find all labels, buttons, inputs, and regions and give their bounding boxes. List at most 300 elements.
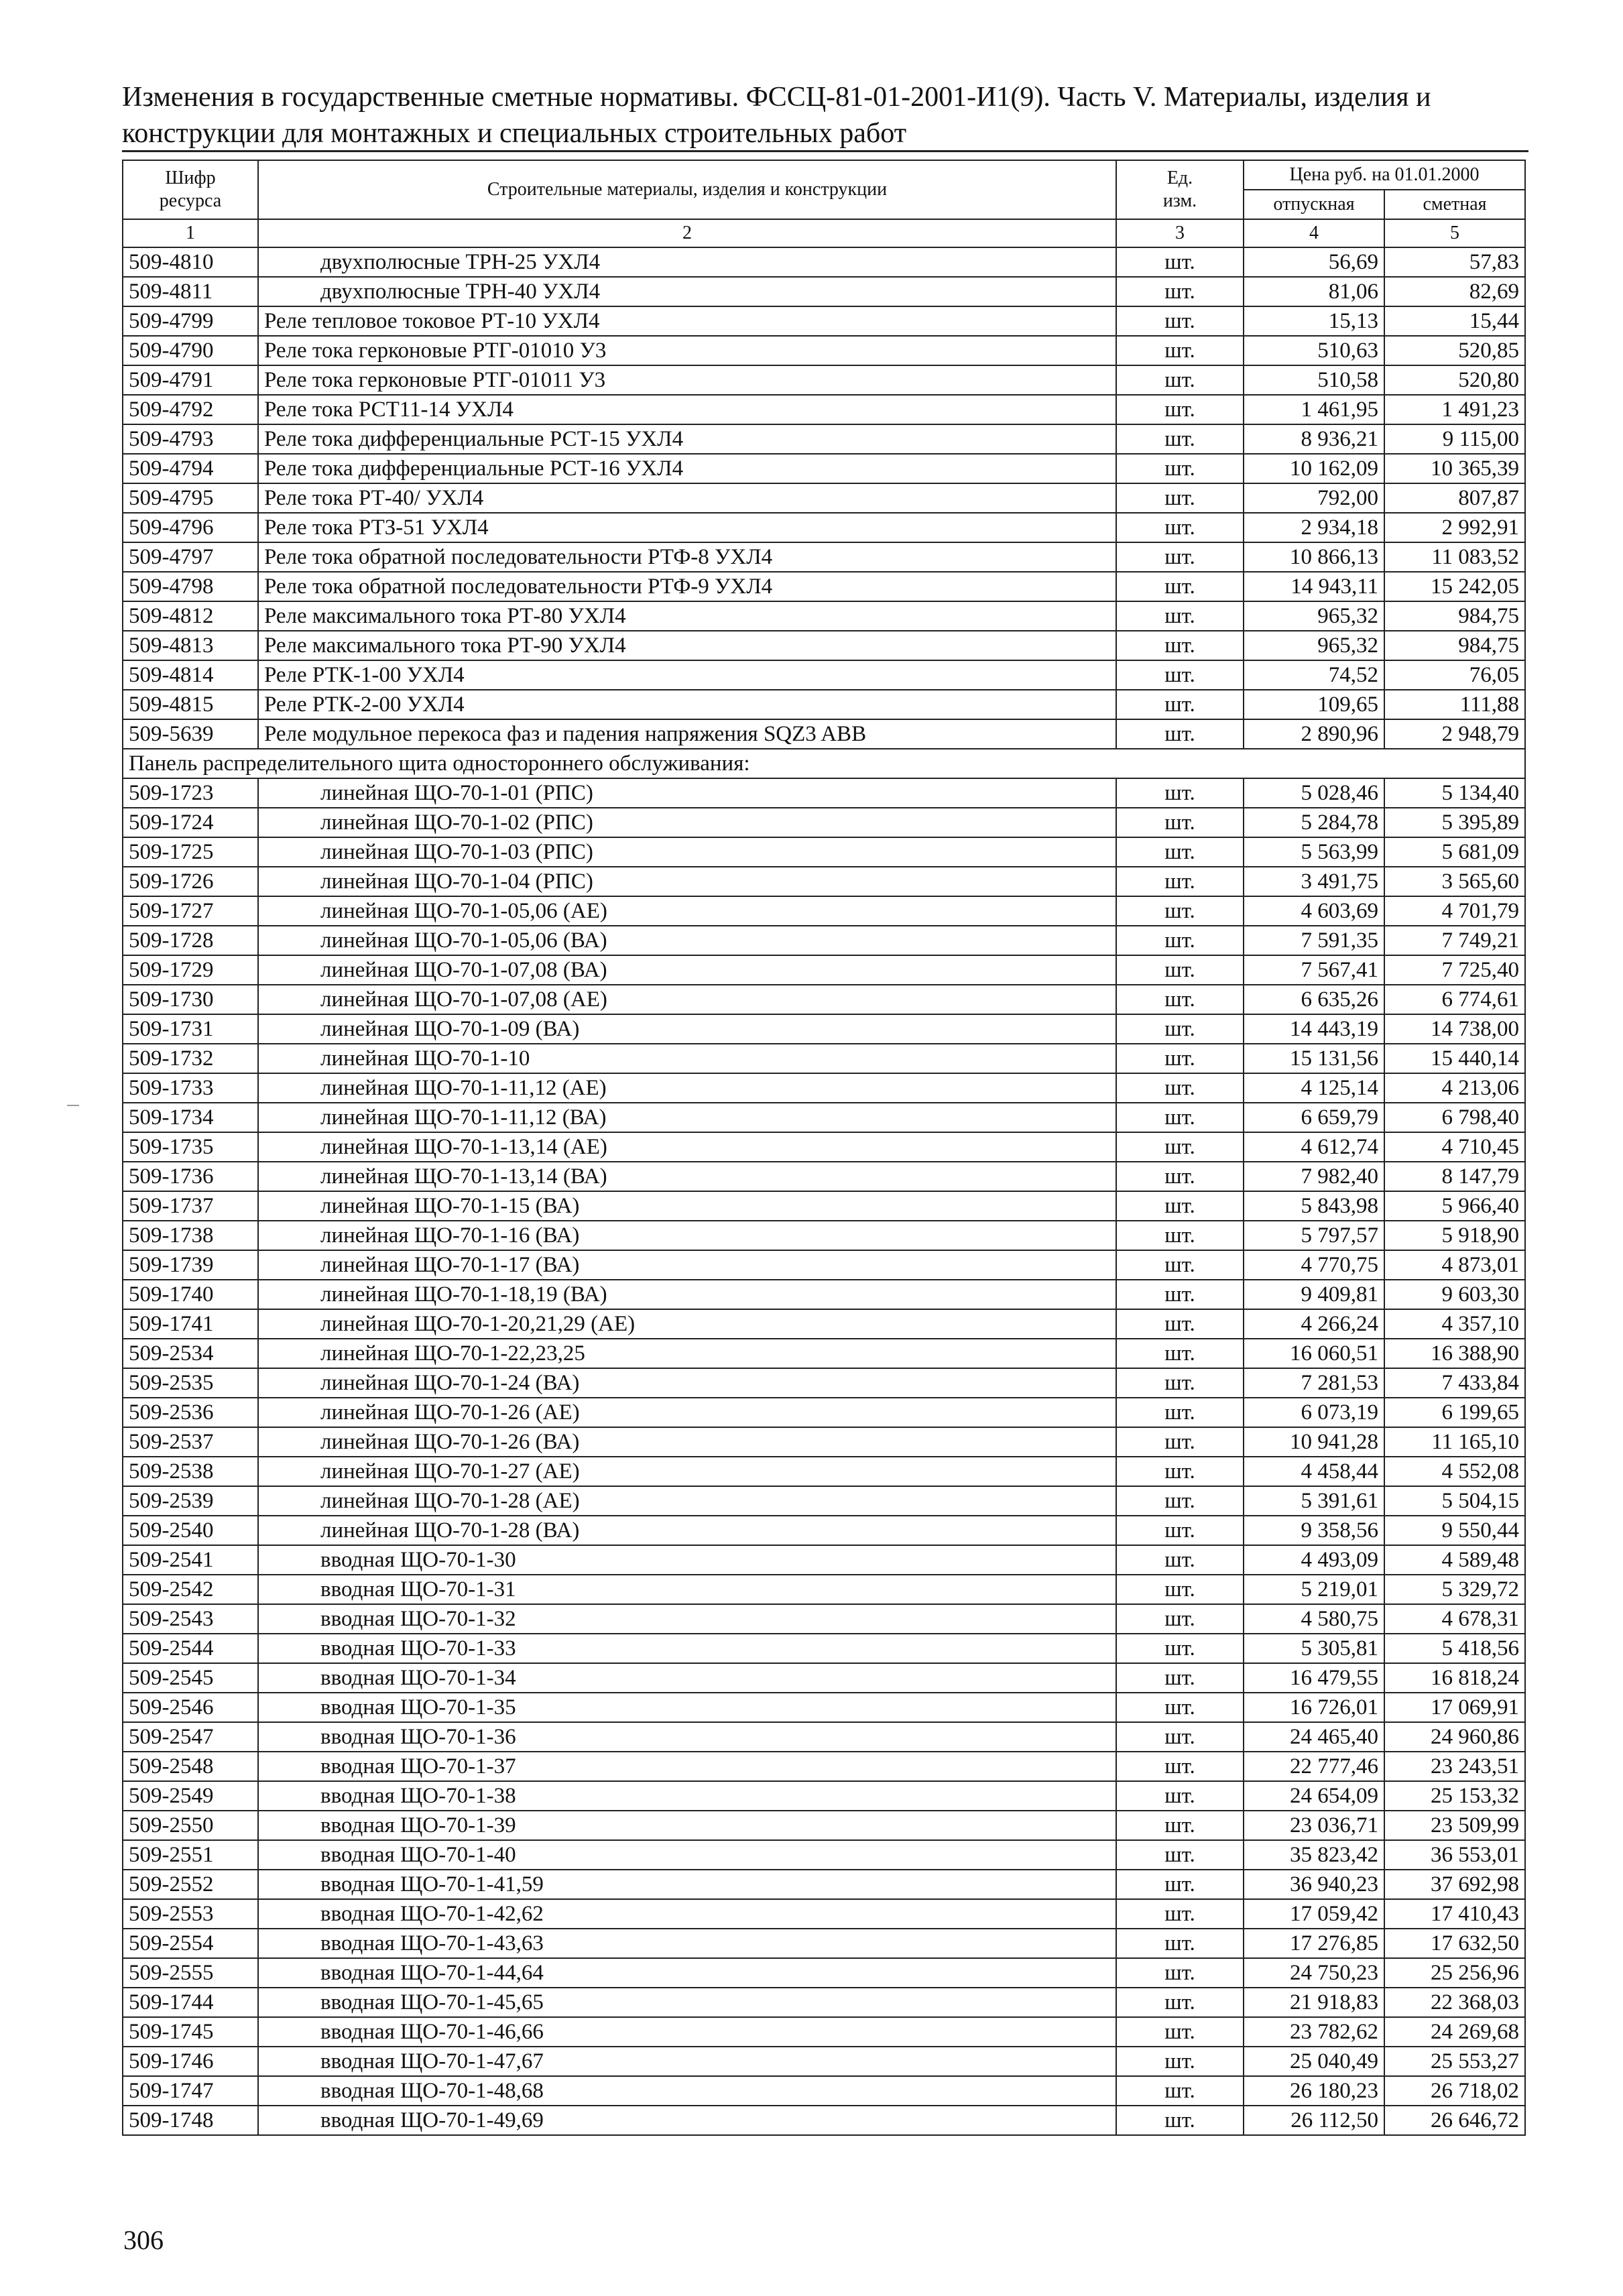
estimate-price-cell: 2 948,79 (1384, 719, 1525, 749)
table-row (123, 1752, 1525, 1781)
resource-code-cell: 509-2541 (123, 1545, 258, 1575)
table-row (123, 1457, 1525, 1486)
material-name-cell: Реле РТК-1-00 УХЛ4 (258, 660, 1116, 690)
resource-code-cell: 509-1741 (123, 1309, 258, 1339)
resource-code-cell: 509-1723 (123, 778, 258, 808)
resource-code-cell: 509-1748 (123, 2106, 258, 2135)
estimate-price-cell: 9 603,30 (1384, 1280, 1525, 1309)
material-name-cell: линейная ЩО-70-1-10 (258, 1044, 1116, 1073)
table-row (123, 1486, 1525, 1516)
resource-code-cell: 509-2547 (123, 1722, 258, 1752)
table-row (123, 601, 1525, 631)
estimate-price-cell: 26 718,02 (1384, 2076, 1525, 2106)
estimate-price-cell: 9 550,44 (1384, 1516, 1525, 1545)
release-price-cell: 15,13 (1244, 306, 1384, 336)
table-row (123, 808, 1525, 837)
table-row (123, 1250, 1525, 1280)
estimate-price-cell: 4 710,45 (1384, 1132, 1525, 1162)
release-price-cell: 4 125,14 (1244, 1073, 1384, 1103)
estimate-price-cell: 36 553,01 (1384, 1840, 1525, 1870)
release-price-cell: 9 409,81 (1244, 1280, 1384, 1309)
table-row (123, 365, 1525, 395)
table-row (123, 1781, 1525, 1811)
estimate-price-cell: 23 509,99 (1384, 1811, 1525, 1840)
estimate-price-cell: 4 701,79 (1384, 896, 1525, 926)
estimate-price-cell: 4 552,08 (1384, 1457, 1525, 1486)
release-price-cell: 4 458,44 (1244, 1457, 1384, 1486)
material-name-cell: Реле тока РТЗ-51 УХЛ4 (258, 513, 1116, 542)
material-name-cell: вводная ЩО-70-1-36 (258, 1722, 1116, 1752)
estimate-price-cell: 984,75 (1384, 601, 1525, 631)
estimate-price-cell: 15,44 (1384, 306, 1525, 336)
estimate-price-cell: 17 410,43 (1384, 1899, 1525, 1929)
header-unit-line-2: изм. (1162, 190, 1197, 211)
unit-cell: шт. (1116, 1339, 1244, 1368)
release-price-cell: 5 797,57 (1244, 1221, 1384, 1250)
material-name-cell: линейная ЩО-70-1-09 (ВА) (258, 1014, 1116, 1044)
table-row (123, 1044, 1525, 1073)
unit-cell: шт. (1116, 808, 1244, 837)
release-price-cell: 510,63 (1244, 336, 1384, 365)
resource-code-cell: 509-4810 (123, 247, 258, 277)
release-price-cell: 5 305,81 (1244, 1634, 1384, 1663)
estimate-price-cell: 984,75 (1384, 631, 1525, 660)
column-number-1: 1 (123, 219, 258, 247)
resource-code-cell: 509-4792 (123, 395, 258, 424)
estimate-price-cell: 4 213,06 (1384, 1073, 1525, 1103)
unit-cell: шт. (1116, 424, 1244, 454)
resource-code-cell: 509-2543 (123, 1604, 258, 1634)
resource-code-cell: 509-1734 (123, 1103, 258, 1132)
estimate-price-cell: 520,85 (1384, 336, 1525, 365)
unit-cell: шт. (1116, 837, 1244, 867)
header-name: Строительные материалы, изделия и конструкции (258, 160, 1116, 219)
release-price-cell: 26 112,50 (1244, 2106, 1384, 2135)
unit-cell: шт. (1116, 247, 1244, 277)
unit-cell: шт. (1116, 454, 1244, 483)
material-name-cell: линейная ЩО-70-1-05,06 (АЕ) (258, 896, 1116, 926)
unit-cell: шт. (1116, 1044, 1244, 1073)
table-row (123, 1427, 1525, 1457)
release-price-cell: 56,69 (1244, 247, 1384, 277)
material-name-cell: вводная ЩО-70-1-37 (258, 1752, 1116, 1781)
column-number-4: 4 (1244, 219, 1384, 247)
section-row (123, 749, 1525, 778)
unit-cell: шт. (1116, 867, 1244, 896)
material-name-cell: вводная ЩО-70-1-46,66 (258, 2017, 1116, 2047)
price-table (122, 160, 1526, 2136)
table-row (123, 454, 1525, 483)
table-row (123, 572, 1525, 601)
estimate-price-cell: 7 749,21 (1384, 926, 1525, 955)
resource-code-cell: 509-4811 (123, 277, 258, 306)
unit-cell: шт. (1116, 1014, 1244, 1044)
unit-cell: шт. (1116, 1280, 1244, 1309)
resource-code-cell: 509-1738 (123, 1221, 258, 1250)
estimate-price-cell: 15 242,05 (1384, 572, 1525, 601)
resource-code-cell: 509-2539 (123, 1486, 258, 1516)
table-row (123, 1840, 1525, 1870)
release-price-cell: 4 580,75 (1244, 1604, 1384, 1634)
unit-cell: шт. (1116, 1752, 1244, 1781)
header-code-line-1: Шифр (165, 168, 216, 188)
estimate-price-cell: 37 692,98 (1384, 1870, 1525, 1899)
estimate-price-cell: 82,69 (1384, 277, 1525, 306)
resource-code-cell: 509-1737 (123, 1191, 258, 1221)
estimate-price-cell: 16 818,24 (1384, 1663, 1525, 1693)
header-code-line-2: ресурса (159, 190, 222, 211)
table-row (123, 1073, 1525, 1103)
estimate-price-cell: 5 418,56 (1384, 1634, 1525, 1663)
material-name-cell: вводная ЩО-70-1-39 (258, 1811, 1116, 1840)
estimate-price-cell: 76,05 (1384, 660, 1525, 690)
unit-cell: шт. (1116, 660, 1244, 690)
resource-code-cell: 509-1728 (123, 926, 258, 955)
release-price-cell: 6 073,19 (1244, 1398, 1384, 1427)
estimate-price-cell: 5 134,40 (1384, 778, 1525, 808)
estimate-price-cell: 25 153,32 (1384, 1781, 1525, 1811)
unit-cell: шт. (1116, 1870, 1244, 1899)
material-name-cell: вводная ЩО-70-1-41,59 (258, 1870, 1116, 1899)
table-row (123, 1929, 1525, 1958)
material-name-cell: линейная ЩО-70-1-26 (АЕ) (258, 1398, 1116, 1427)
estimate-price-cell: 5 918,90 (1384, 1221, 1525, 1250)
table-row (123, 1575, 1525, 1604)
table-row (123, 778, 1525, 808)
unit-cell: шт. (1116, 1811, 1244, 1840)
table-row (123, 513, 1525, 542)
material-name-cell: линейная ЩО-70-1-16 (ВА) (258, 1221, 1116, 1250)
material-name-cell: линейная ЩО-70-1-07,08 (АЕ) (258, 985, 1116, 1014)
release-price-cell: 6 635,26 (1244, 985, 1384, 1014)
unit-cell: шт. (1116, 1250, 1244, 1280)
material-name-cell: Реле тока РТ-40/ УХЛ4 (258, 483, 1116, 513)
resource-code-cell: 509-5639 (123, 719, 258, 749)
material-name-cell: линейная ЩО-70-1-24 (ВА) (258, 1368, 1116, 1398)
estimate-price-cell: 5 504,15 (1384, 1486, 1525, 1516)
release-price-cell: 24 750,23 (1244, 1958, 1384, 1988)
table-row (123, 1221, 1525, 1250)
resource-code-cell: 509-2555 (123, 1958, 258, 1988)
table-row (123, 247, 1525, 277)
table-row (123, 1309, 1525, 1339)
unit-cell: шт. (1116, 1663, 1244, 1693)
resource-code-cell: 509-2548 (123, 1752, 258, 1781)
release-price-cell: 17 059,42 (1244, 1899, 1384, 1929)
column-number-5: 5 (1384, 219, 1525, 247)
estimate-price-cell: 4 357,10 (1384, 1309, 1525, 1339)
unit-cell: шт. (1116, 277, 1244, 306)
release-price-cell: 4 493,09 (1244, 1545, 1384, 1575)
header-unit (1116, 160, 1244, 219)
estimate-price-cell: 5 395,89 (1384, 808, 1525, 837)
table-row (123, 896, 1525, 926)
material-name-cell: вводная ЩО-70-1-35 (258, 1693, 1116, 1722)
unit-cell: шт. (1116, 1516, 1244, 1545)
table-row (123, 2047, 1525, 2076)
scan-mark (67, 1105, 79, 1106)
table-row (123, 631, 1525, 660)
release-price-cell: 10 866,13 (1244, 542, 1384, 572)
resource-code-cell: 509-4797 (123, 542, 258, 572)
estimate-price-cell: 25 553,27 (1384, 2047, 1525, 2076)
material-name-cell: Реле тепловое токовое РТ-10 УХЛ4 (258, 306, 1116, 336)
table-row (123, 660, 1525, 690)
release-price-cell: 1 461,95 (1244, 395, 1384, 424)
header-title-line-2: конструкции для монтажных и специальных строительных работ (122, 118, 907, 149)
estimate-price-cell: 9 115,00 (1384, 424, 1525, 454)
material-name-cell: Реле тока дифференциальные РСТ-15 УХЛ4 (258, 424, 1116, 454)
material-name-cell: двухполюсные ТРН-40 УХЛ4 (258, 277, 1116, 306)
unit-cell: шт. (1116, 1191, 1244, 1221)
material-name-cell: линейная ЩО-70-1-13,14 (ВА) (258, 1162, 1116, 1191)
page-number: 306 (123, 2225, 164, 2255)
release-price-cell: 4 266,24 (1244, 1309, 1384, 1339)
material-name-cell: вводная ЩО-70-1-44,64 (258, 1958, 1116, 1988)
material-name-cell: вводная ЩО-70-1-49,69 (258, 2106, 1116, 2135)
estimate-price-cell: 24 960,86 (1384, 1722, 1525, 1752)
estimate-price-cell: 6 199,65 (1384, 1398, 1525, 1427)
resource-code-cell: 509-2537 (123, 1427, 258, 1457)
release-price-cell: 24 654,09 (1244, 1781, 1384, 1811)
material-name-cell: Реле тока дифференциальные РСТ-16 УХЛ4 (258, 454, 1116, 483)
resource-code-cell: 509-1731 (123, 1014, 258, 1044)
table-row (123, 1811, 1525, 1840)
resource-code-cell: 509-1735 (123, 1132, 258, 1162)
material-name-cell: линейная ЩО-70-1-03 (РПС) (258, 837, 1116, 867)
unit-cell: шт. (1116, 631, 1244, 660)
unit-cell: шт. (1116, 926, 1244, 955)
material-name-cell: линейная ЩО-70-1-04 (РПС) (258, 867, 1116, 896)
release-price-cell: 26 180,23 (1244, 2076, 1384, 2106)
resource-code-cell: 509-2553 (123, 1899, 258, 1929)
resource-code-cell: 509-2536 (123, 1398, 258, 1427)
release-price-cell: 965,32 (1244, 601, 1384, 631)
column-number-3: 3 (1116, 219, 1244, 247)
estimate-price-cell: 10 365,39 (1384, 454, 1525, 483)
estimate-price-cell: 7 433,84 (1384, 1368, 1525, 1398)
unit-cell: шт. (1116, 483, 1244, 513)
resource-code-cell: 509-4794 (123, 454, 258, 483)
estimate-price-cell: 4 873,01 (1384, 1250, 1525, 1280)
table-row (123, 690, 1525, 719)
estimate-price-cell: 11 165,10 (1384, 1427, 1525, 1457)
estimate-price-cell: 4 678,31 (1384, 1604, 1525, 1634)
table-row (123, 2076, 1525, 2106)
estimate-price-cell: 17 069,91 (1384, 1693, 1525, 1722)
resource-code-cell: 509-4814 (123, 660, 258, 690)
unit-cell: шт. (1116, 1988, 1244, 2017)
table-row (123, 1604, 1525, 1634)
table-row (123, 1634, 1525, 1663)
release-price-cell: 14 443,19 (1244, 1014, 1384, 1044)
table-row (123, 867, 1525, 896)
unit-cell: шт. (1116, 1103, 1244, 1132)
resource-code-cell: 509-4791 (123, 365, 258, 395)
unit-cell: шт. (1116, 1162, 1244, 1191)
unit-cell: шт. (1116, 1604, 1244, 1634)
resource-code-cell: 509-4796 (123, 513, 258, 542)
resource-code-cell: 509-4813 (123, 631, 258, 660)
unit-cell: шт. (1116, 985, 1244, 1014)
release-price-cell: 35 823,42 (1244, 1840, 1384, 1870)
resource-code-cell: 509-2550 (123, 1811, 258, 1840)
material-name-cell: вводная ЩО-70-1-30 (258, 1545, 1116, 1575)
estimate-price-cell: 24 269,68 (1384, 2017, 1525, 2047)
unit-cell: шт. (1116, 1427, 1244, 1457)
material-name-cell: линейная ЩО-70-1-26 (ВА) (258, 1427, 1116, 1457)
release-price-cell: 22 777,46 (1244, 1752, 1384, 1781)
estimate-price-cell: 5 966,40 (1384, 1191, 1525, 1221)
material-name-cell: линейная ЩО-70-1-28 (ВА) (258, 1516, 1116, 1545)
material-name-cell: вводная ЩО-70-1-34 (258, 1663, 1116, 1693)
table-row (123, 1162, 1525, 1191)
header-price-release: отпускная (1244, 190, 1384, 219)
material-name-cell: вводная ЩО-70-1-47,67 (258, 2047, 1116, 2076)
document-header (122, 79, 1530, 152)
unit-cell: шт. (1116, 306, 1244, 336)
table-row (123, 1722, 1525, 1752)
unit-cell: шт. (1116, 719, 1244, 749)
estimate-price-cell: 15 440,14 (1384, 1044, 1525, 1073)
unit-cell: шт. (1116, 365, 1244, 395)
unit-cell: шт. (1116, 1899, 1244, 1929)
estimate-price-cell: 111,88 (1384, 690, 1525, 719)
material-name-cell: Реле тока герконовые РТГ-01011 У3 (258, 365, 1116, 395)
resource-code-cell: 509-4815 (123, 690, 258, 719)
material-name-cell: вводная ЩО-70-1-42,62 (258, 1899, 1116, 1929)
table-row (123, 837, 1525, 867)
material-name-cell: вводная ЩО-70-1-32 (258, 1604, 1116, 1634)
unit-cell: шт. (1116, 1545, 1244, 1575)
material-name-cell: Реле модульное перекоса фаз и падения напряжения SQZ3 ABB (258, 719, 1116, 749)
table-row (123, 1132, 1525, 1162)
resource-code-cell: 509-1747 (123, 2076, 258, 2106)
estimate-price-cell: 6 798,40 (1384, 1103, 1525, 1132)
release-price-cell: 7 567,41 (1244, 955, 1384, 985)
estimate-price-cell: 22 368,03 (1384, 1988, 1525, 2017)
unit-cell: шт. (1116, 542, 1244, 572)
material-name-cell: Реле максимального тока РТ-80 УХЛ4 (258, 601, 1116, 631)
resource-code-cell: 509-1727 (123, 896, 258, 926)
resource-code-cell: 509-4798 (123, 572, 258, 601)
resource-code-cell: 509-1745 (123, 2017, 258, 2047)
section-title: Панель распределительного щита одностороннего обслуживания: (123, 749, 1525, 778)
resource-code-cell: 509-4799 (123, 306, 258, 336)
unit-cell: шт. (1116, 1693, 1244, 1722)
unit-cell: шт. (1116, 1929, 1244, 1958)
release-price-cell: 5 028,46 (1244, 778, 1384, 808)
table-body (123, 247, 1525, 2135)
table-row (123, 542, 1525, 572)
release-price-cell: 7 591,35 (1244, 926, 1384, 955)
release-price-cell: 5 391,61 (1244, 1486, 1384, 1516)
estimate-price-cell: 5 681,09 (1384, 837, 1525, 867)
release-price-cell: 5 563,99 (1244, 837, 1384, 867)
resource-code-cell: 509-2554 (123, 1929, 258, 1958)
material-name-cell: вводная ЩО-70-1-38 (258, 1781, 1116, 1811)
estimate-price-cell: 6 774,61 (1384, 985, 1525, 1014)
resource-code-cell: 509-1733 (123, 1073, 258, 1103)
header-unit-line-1: Ед. (1166, 168, 1193, 188)
release-price-cell: 23 036,71 (1244, 1811, 1384, 1840)
estimate-price-cell: 23 243,51 (1384, 1752, 1525, 1781)
estimate-price-cell: 16 388,90 (1384, 1339, 1525, 1368)
resource-code-cell: 509-2538 (123, 1457, 258, 1486)
release-price-cell: 16 726,01 (1244, 1693, 1384, 1722)
estimate-price-cell: 2 992,91 (1384, 513, 1525, 542)
table-row (123, 1339, 1525, 1368)
table-row (123, 1398, 1525, 1427)
material-name-cell: Реле тока обратной последовательности РТФ-9 УХЛ4 (258, 572, 1116, 601)
unit-cell: шт. (1116, 2047, 1244, 2076)
release-price-cell: 36 940,23 (1244, 1870, 1384, 1899)
material-name-cell: вводная ЩО-70-1-45,65 (258, 1988, 1116, 2017)
table-row (123, 1368, 1525, 1398)
release-price-cell: 3 491,75 (1244, 867, 1384, 896)
header-price-estimate: сметная (1384, 190, 1525, 219)
estimate-price-cell: 4 589,48 (1384, 1545, 1525, 1575)
resource-code-cell: 509-4790 (123, 336, 258, 365)
unit-cell: шт. (1116, 1634, 1244, 1663)
material-name-cell: Реле максимального тока РТ-90 УХЛ4 (258, 631, 1116, 660)
material-name-cell: вводная ЩО-70-1-43,63 (258, 1929, 1116, 1958)
material-name-cell: линейная ЩО-70-1-11,12 (ВА) (258, 1103, 1116, 1132)
unit-cell: шт. (1116, 513, 1244, 542)
table-row (123, 1988, 1525, 2017)
resource-code-cell: 509-1729 (123, 955, 258, 985)
release-price-cell: 4 770,75 (1244, 1250, 1384, 1280)
estimate-price-cell: 25 256,96 (1384, 1958, 1525, 1988)
material-name-cell: Реле РТК-2-00 УХЛ4 (258, 690, 1116, 719)
unit-cell: шт. (1116, 955, 1244, 985)
release-price-cell: 15 131,56 (1244, 1044, 1384, 1073)
unit-cell: шт. (1116, 1457, 1244, 1486)
unit-cell: шт. (1116, 1781, 1244, 1811)
resource-code-cell: 509-2540 (123, 1516, 258, 1545)
header-code (123, 160, 258, 219)
resource-code-cell: 509-4795 (123, 483, 258, 513)
material-name-cell: вводная ЩО-70-1-40 (258, 1840, 1116, 1870)
release-price-cell: 10 162,09 (1244, 454, 1384, 483)
resource-code-cell: 509-2545 (123, 1663, 258, 1693)
resource-code-cell: 509-1730 (123, 985, 258, 1014)
release-price-cell: 21 918,83 (1244, 1988, 1384, 2017)
estimate-price-cell: 3 565,60 (1384, 867, 1525, 896)
unit-cell: шт. (1116, 896, 1244, 926)
table-row (123, 1191, 1525, 1221)
release-price-cell: 965,32 (1244, 631, 1384, 660)
release-price-cell: 17 276,85 (1244, 1929, 1384, 1958)
material-name-cell: Реле тока герконовые РТГ-01010 У3 (258, 336, 1116, 365)
estimate-price-cell: 5 329,72 (1384, 1575, 1525, 1604)
resource-code-cell: 509-1724 (123, 808, 258, 837)
estimate-price-cell: 14 738,00 (1384, 1014, 1525, 1044)
unit-cell: шт. (1116, 1309, 1244, 1339)
estimate-price-cell: 17 632,50 (1384, 1929, 1525, 1958)
resource-code-cell: 509-2552 (123, 1870, 258, 1899)
unit-cell: шт. (1116, 1486, 1244, 1516)
unit-cell: шт. (1116, 2017, 1244, 2047)
table-row (123, 1516, 1525, 1545)
resource-code-cell: 509-1744 (123, 1988, 258, 2017)
unit-cell: шт. (1116, 1722, 1244, 1752)
table-row (123, 955, 1525, 985)
unit-cell: шт. (1116, 336, 1244, 365)
material-name-cell: линейная ЩО-70-1-11,12 (АЕ) (258, 1073, 1116, 1103)
release-price-cell: 5 219,01 (1244, 1575, 1384, 1604)
table-row (123, 926, 1525, 955)
